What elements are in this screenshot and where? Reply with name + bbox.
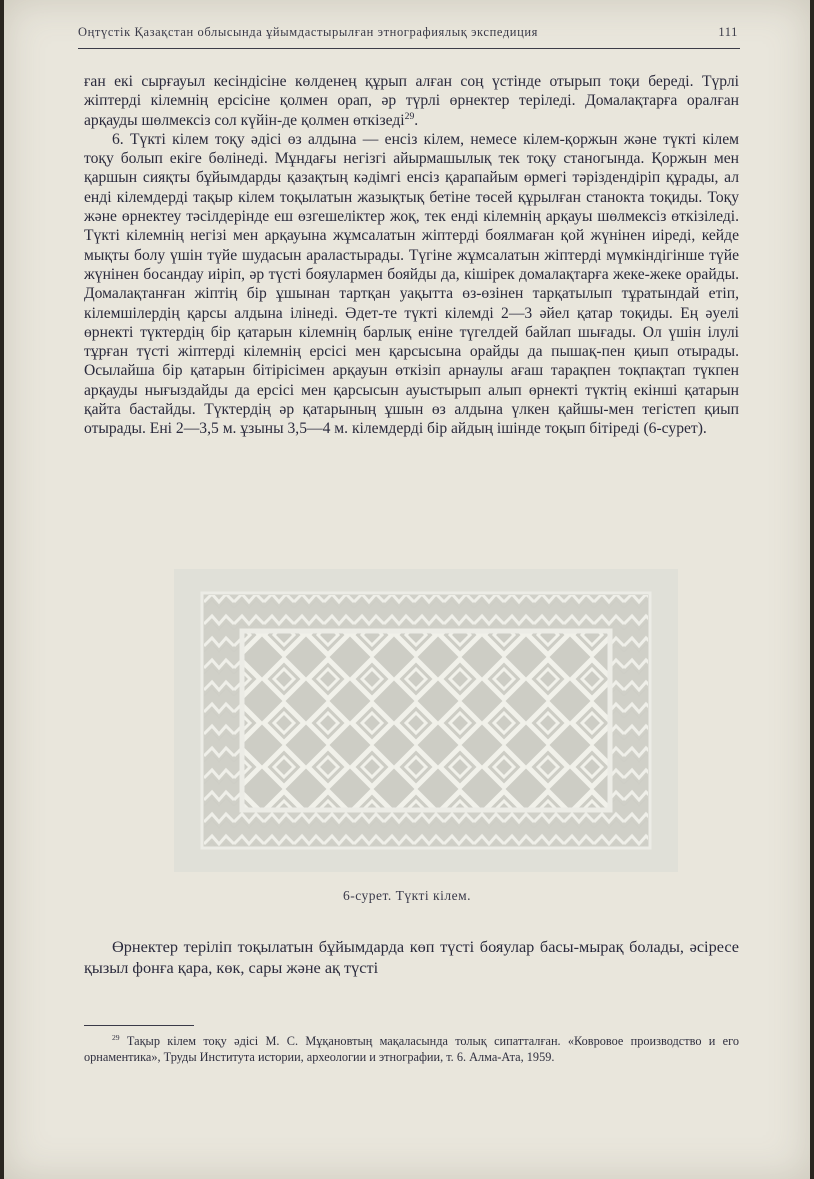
main-text — [84, 72, 739, 439]
book-page — [4, 0, 810, 1179]
paragraph-continued: ған екі сырғауыл кесіндісіне көлденең құрып алған соң үстінде отырып тоқи береді. Түрлі жіптерді кілемнің ерсісіне қолмен орап, әр түрлі өрнектер теріледі. Домалақтарға оралған арқауды шөлмексіз сол күйін-де қолмен өткізеді$^{29}$. — [84, 73, 739, 129]
running-header-title: Оңтүстік Қазақстан облысында ұйымдастырылған этнографиялық экспедиция — [78, 25, 539, 39]
running-header — [78, 25, 738, 40]
figure-caption: 6-сурет. Түкті кілем. — [342, 888, 472, 903]
footnote-text: Тақыр кілем тоқу әдісі М. С. Мұқановтың мақаласында толық сипатталған. «Ковровое производство и его орнаментика», Труды Института истории, археологии и этнографии, т. 6. Алма-Ата, 1959. — [84, 1034, 739, 1065]
paragraph-pile-carpet: 6. Түкті кілем тоқу әдісі өз алдына — енсіз кілем, немесе кілем-қоржын және түкті кілем тоқу болып екіге бөлінеді. Мұндағы негізгі айырмашылық тек тоқу станогында. Қоржын мен қаршын сияқты бұйымдарды қазақтың кәдімгі енсіз қарапайым өрмегі тәріздендіріп құрады, ал енді кілемдерді тақыр кілем тоқылатын жазықтық бетіне төсей құрылған станокта тоқиды. Тоқу және өрнектеу тәсілдерінде еш өзгешеліктер жоқ, тек енді кілемнің арқауы шөлмексіз өткізіледі. Түкті кілемнің негізі мен арқауына жұмсалатын жіптерді боялмаған қой жүнінен иіреді, кейде мықты болу үшін түйе шудасын араластырады. Түгіне жұмсалатын жіптерді мүмкіндігінше түйе жүнінен босандау иіріп, әр түсті бояулармен бояйды да, кішірек домалақтарға жеке-жеке орайды. Домалақтанған жіптің бір ұшынан тартқан уақытта өз-өзінен тарқатылып тұратындай етіп, кілемшілердің қарсы алдына ілінеді. Әдет-те түкті кілемді 2—3 әйел қатар тоқиды. Ең әуелі өрнекті түктердің бір қатарын кілемнің барлық еніне түгелдей байлап шығады. Ол үшін ілулі тұрған түсті жіптерді кілемнің ерсісі мен қарсысына орайды да пышақ-пен қиып отырады. Осылайша бір қатарын бітірісімен арқауын өткізіп арнаулы ағаш тарақпен тоқпақтап түкпен арқауды нығыздайды да ерсісі мен қарсысын ауыстырып алып өрнекті түктің екінші қатарын қайта бастайды. Түктердің әр қатарының ұшын өз алдына үлкен қайшы-мен тегістеп қиып отырады. Енi 2—3,5 м. ұзыны 3,5—4 м. кілемдерді бір айдың ішінде тоқып бітіреді (6-сурет). — [84, 130, 739, 438]
footnote-rule — [84, 1025, 194, 1026]
page-number: 111 — [718, 25, 738, 39]
paragraph-ornaments: Өрнектер теріліп тоқылатын бұйымдарда көп түсті бояулар басы-мырақ болады, әсіресе қызыл фонға қара, көк, сары және ақ түсті — [84, 937, 739, 977]
footnote-number: 29 — [112, 1032, 120, 1042]
carpet-image — [174, 569, 678, 872]
carpet-photo — [174, 569, 678, 872]
header-rule — [78, 48, 740, 49]
footnote-ref: 29 — [404, 110, 415, 122]
footnote — [84, 1033, 739, 1066]
